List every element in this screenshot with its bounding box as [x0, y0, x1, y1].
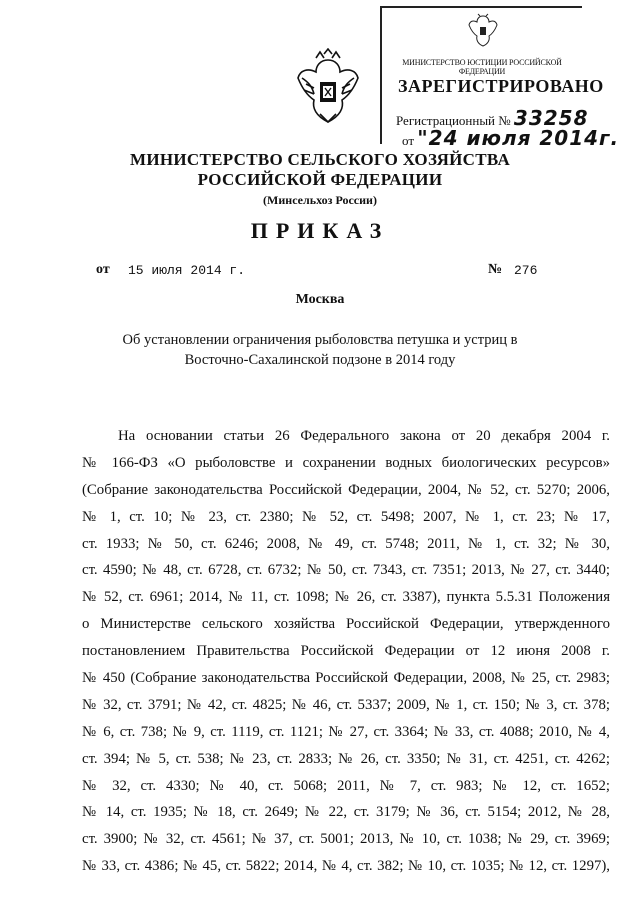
- stamp-registration-label: Регистрационный №: [396, 113, 511, 128]
- body-paragraph: [82, 423, 610, 880]
- body-line: № 450 (Собрание законодательства Российской Федерации, 2008, № 25, ст. 2983;: [82, 670, 610, 687]
- body-line: № 166-ФЗ «О рыболовстве и сохранении водных биологических ресурсов»: [82, 454, 610, 471]
- stamp-date-label: от: [402, 133, 415, 148]
- coat-of-arms-icon: [296, 48, 360, 128]
- body-line: ст. 4590; № 48, ст. 6728, ст. 6732; № 50, ст. 7343, ст. 7351; 2013, № 27, ст. 3440;: [82, 562, 610, 579]
- body-line: № 14, ст. 1935; № 18, ст. 2649; № 22, ст. 3179; № 36, ст. 5154; 2012, № 28,: [82, 804, 610, 821]
- order-date: 15 июля 2014 г.: [128, 263, 246, 278]
- stamp-ministry-name: МИНИСТЕРСТВО ЮСТИЦИИ РОССИЙСКОЙ ФЕДЕРАЦИИ: [402, 58, 562, 76]
- body-line: На основании статьи 26 Федерального закона от 20 декабря 2004 г.: [118, 428, 610, 444]
- ministry-name-line2: РОССИЙСКОЙ ФЕДЕРАЦИИ: [197, 170, 443, 189]
- body-line: № 6, ст. 738; № 9, ст. 1119, ст. 1121; № 27, ст. 3364; № 33, ст. 4088; 2010, № 4,: [82, 723, 610, 740]
- body-line: постановлением Правительства Российской Федерации от 12 июня 2008 г.: [82, 643, 610, 660]
- stamp-emblem-icon: [468, 12, 498, 48]
- body-line: ст. 394; № 5, ст. 538; № 23, ст. 2833; № 26, ст. 3350; № 31, ст. 4251, ст. 4262;: [82, 750, 610, 767]
- body-line: № 1, ст. 10; № 23, ст. 2380; № 52, ст. 5498; 2007, № 1, ст. 23; № 17,: [82, 508, 610, 525]
- city: Москва: [295, 292, 345, 307]
- document-title: [0, 330, 640, 370]
- ministry-short-name: (Минсельхоз России): [263, 193, 377, 207]
- number-prefix: №: [488, 262, 503, 277]
- registration-stamp: [380, 6, 620, 150]
- body-line: ст. 3900; № 32, ст. 4561; № 37, ст. 5001; 2013, № 10, ст. 1038; № 29, ст. 3969;: [82, 831, 610, 848]
- order-number: 276: [514, 263, 538, 278]
- body-line: ст. 1933; № 50, ст. 6246; 2008, № 49, ст. 5748; 2011, № 1, ст. 32; № 30,: [82, 535, 610, 552]
- body-line: № 33, ст. 4386; № 45, ст. 5822; 2014, № 4, ст. 382; № 10, ст. 1035; № 12, ст. 1297),: [82, 858, 610, 875]
- body-line: № 32, ст. 4330; № 40, ст. 5068; 2011, № 7, ст. 983; № 12, ст. 1652;: [82, 777, 610, 794]
- body-line: № 52, ст. 6961; 2014, № 11, ст. 1098; № 26, ст. 3387), пункта 5.5.31 Положения: [82, 589, 610, 606]
- title-line: Об установлении ограничения рыболовства петушка и устриц в: [122, 332, 518, 348]
- body-line: (Собрание законодательства Российской Федерации, 2004, № 52, ст. 5270; 2006,: [82, 481, 610, 498]
- title-line: Восточно-Сахалинской подзоне в 2014 году: [184, 352, 456, 368]
- stamp-date-value: "24 июля 2014г.: [417, 126, 620, 150]
- document-type: ПРИКАЗ: [250, 218, 390, 243]
- body-line: № 32, ст. 3791; № 42, ст. 4825; № 46, ст. 5337; 2009, № 1, ст. 150; № 3, ст. 378;: [82, 696, 610, 713]
- stamp-registration-number: 33258: [513, 106, 589, 130]
- ministry-name-line1: МИНИСТЕРСТВО СЕЛЬСКОГО ХОЗЯЙСТВА: [129, 150, 511, 169]
- body-line: о Министерстве сельского хозяйства Российской Федерации, утвержденного: [82, 616, 610, 633]
- stamp-date-line: [402, 126, 619, 150]
- date-prefix: от: [96, 262, 110, 277]
- stamp-status: ЗАРЕГИСТРИРОВАНО: [398, 76, 604, 96]
